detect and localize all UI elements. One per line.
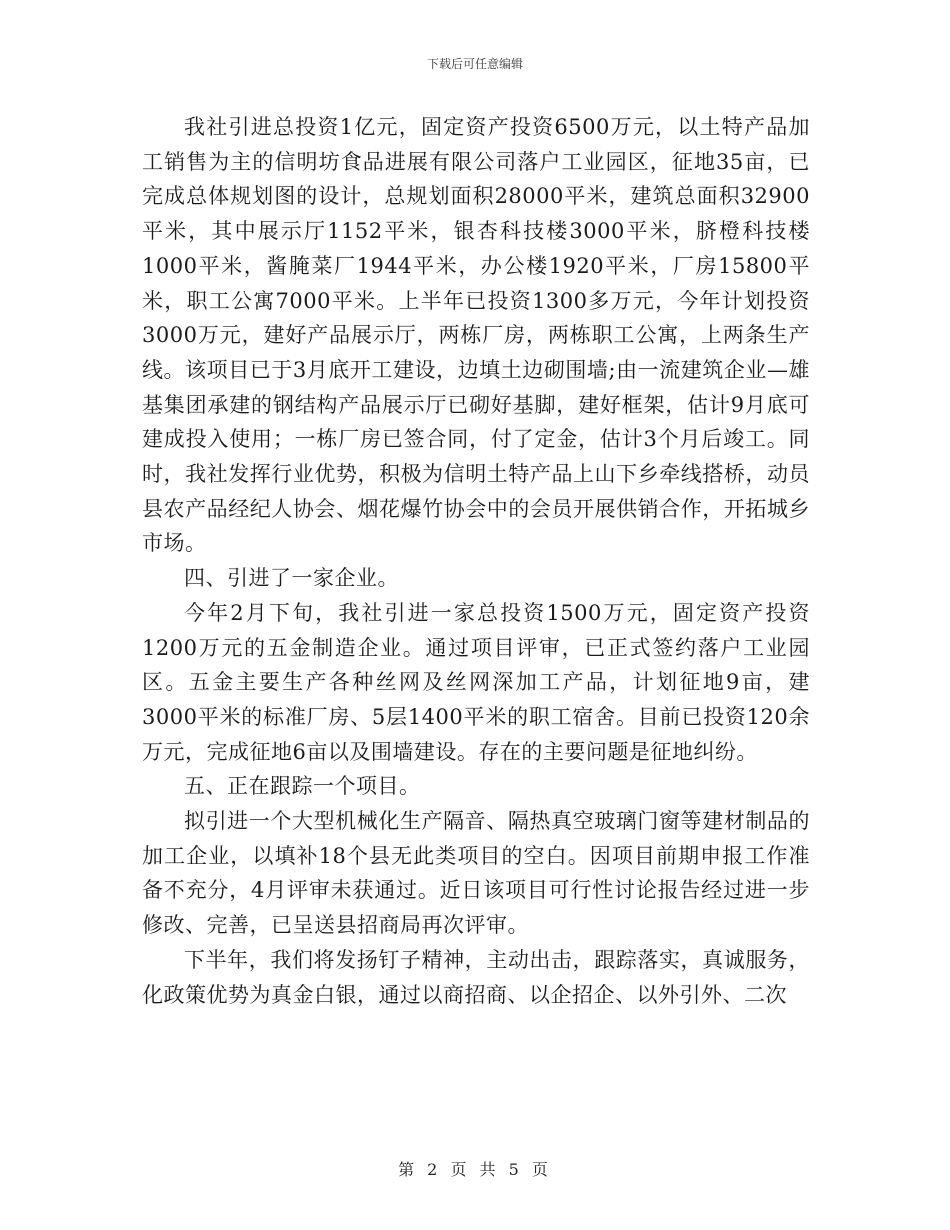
paragraph-hardware-enterprise: 今年2月下旬，我社引进一家总投资1500万元，固定资产投资1200万元的五金制造企业。通过项目评审，已正式签约落户工业园区。五金主要生产各种丝网及丝网深加工产品，计划征地9亩，建3000平米的标准厂房、5层1400平米的职工宿舍。目前已投资120余万元，完成征地6亩以及围墙建设。存在的主要问题是征地纠纷。	[142, 600, 810, 764]
document-body	[142, 110, 810, 1012]
page-number-footer: 第 2 页 共 5 页	[398, 1160, 552, 1179]
paragraph-second-half-plan: 下半年，我们将发扬钉子精神，主动出击，跟踪落实，真诚服务，化政策优势为真金白银，通过以商招商、以企招企、以外引外、二次	[142, 947, 810, 1007]
paragraph-glass-project: 拟引进一个大型机械化生产隔音、隔热真空玻璃门窗等建材制品的加工企业，以填补18个县无此类项目的空白。因项目前期申报工作准备不充分，4月评审未获通过。近日该项目可行性讨论报告经过进一步修改、完善，已呈送县招商局再次评审。	[142, 809, 810, 938]
page-header-note: 下载后可任意编辑	[426, 57, 523, 71]
section-heading-4: 四、引进了一家企业。	[184, 566, 399, 591]
section-heading-5: 五、正在跟踪一个项目。	[184, 774, 421, 799]
paragraph-project-xinmingfang: 我社引进总投资1亿元，固定资产投资6500万元，以土特产品加工销售为主的信明坊食品进展有限公司落户工业园区，征地35亩，已完成总体规划图的设计，总规划面积28000平米，建筑总面积32900平米，其中展示厅1152平米，银杏科技楼3000平米，脐橙科技楼1000平米，酱腌菜厂1944平米，办公楼1920平米，厂房15800平米，职工公寓7000平米。上半年已投资1300多万元，今年计划投资3000万元，建好产品展示厅，两栋厂房，两栋职工公寓，上两条生产线。该项目已于3月底开工建设，边填土边砌围墙;由一流建筑企业—雄基集团承建的钢结构产品展示厅已砌好基脚，建好框架，估计9月底可建成投入使用；一栋厂房已签合同，付了定金，估计3个月后竣工。同时，我社发挥行业优势，积极为信明土特产品上山下乡牵线搭桥，动员县农产品经纪人协会、烟花爆竹协会中的会员开展供销合作，开拓城乡市场。	[142, 115, 810, 556]
